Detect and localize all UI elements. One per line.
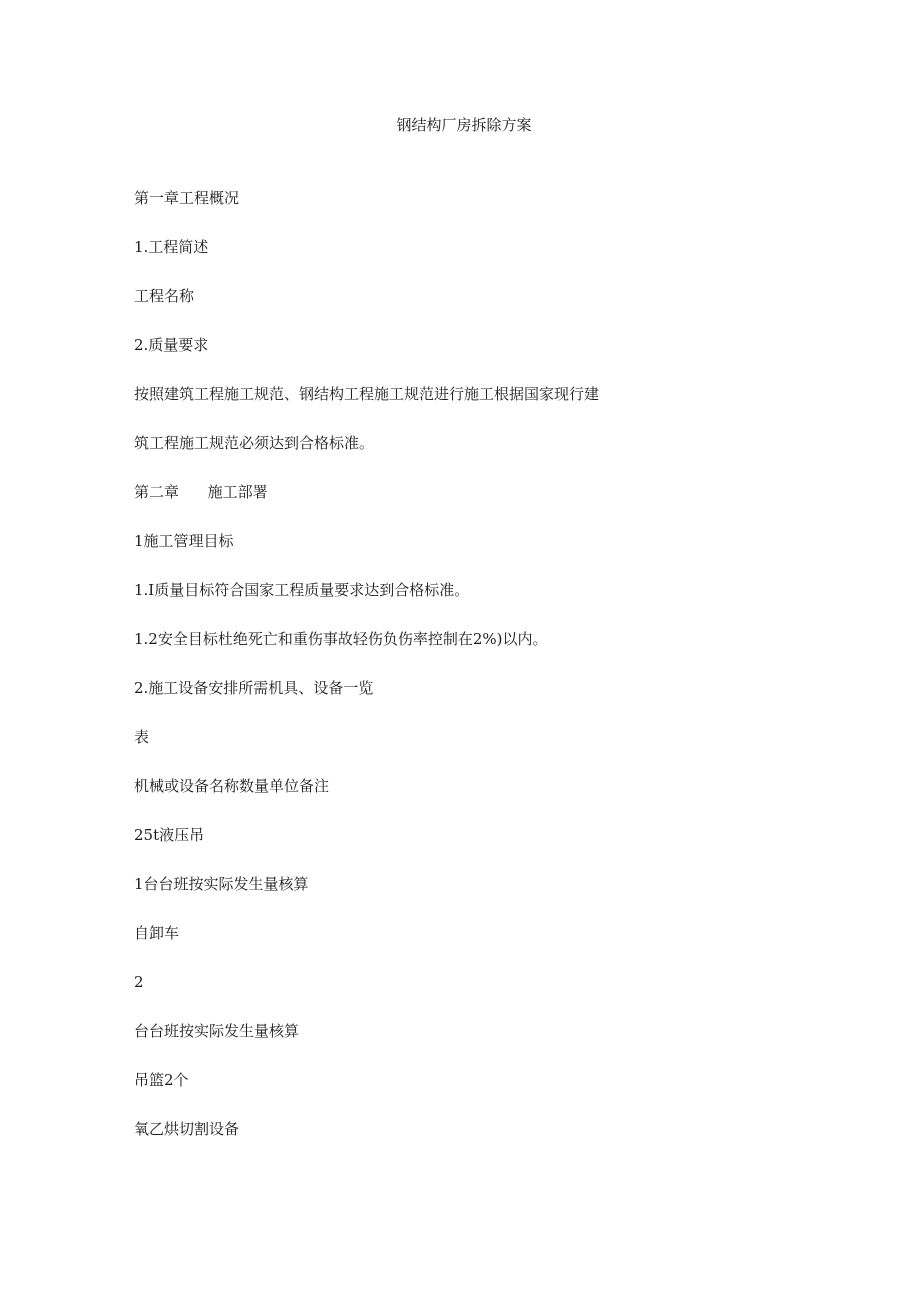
section-heading: 2.施工设备安排所需机具、设备一览 <box>134 679 374 697</box>
document-title: 钢结构厂房拆除方案 <box>396 116 532 134</box>
equipment-item: 1台台班按实际发生量核算 <box>134 875 309 893</box>
paragraph: 1.2安全目标杜绝死亡和重伤事故轻伤负伤率控制在2%)以内。 <box>134 630 548 648</box>
paragraph: 表 <box>134 728 150 746</box>
equipment-item: 自卸车 <box>134 924 180 942</box>
equipment-item: 吊篮2个 <box>134 1071 189 1089</box>
equipment-item: 2 <box>134 973 144 991</box>
equipment-item: 氧乙烘切割设备 <box>134 1120 240 1138</box>
section-heading: 1施工管理目标 <box>134 532 234 550</box>
chapter-2-heading: 第二章 施工部署 <box>134 483 268 501</box>
paragraph: 1.I质量目标符合国家工程质量要求达到合格标准。 <box>134 581 470 599</box>
table-header-text: 机械或设备名称数量单位备注 <box>134 777 330 795</box>
section-heading: 2.质量要求 <box>134 336 209 354</box>
chapter-1-heading: 第一章工程概况 <box>134 189 240 207</box>
section-heading: 1.工程简述 <box>134 238 209 256</box>
paragraph: 筑工程施工规范必须达到合格标准。 <box>134 434 375 452</box>
equipment-item: 25t液压吊 <box>134 826 205 844</box>
paragraph: 工程名称 <box>134 287 195 305</box>
paragraph: 按照建筑工程施工规范、钢结构工程施工规范进行施工根据国家现行建 <box>134 385 600 403</box>
equipment-item: 台台班按实际发生量核算 <box>134 1022 300 1040</box>
